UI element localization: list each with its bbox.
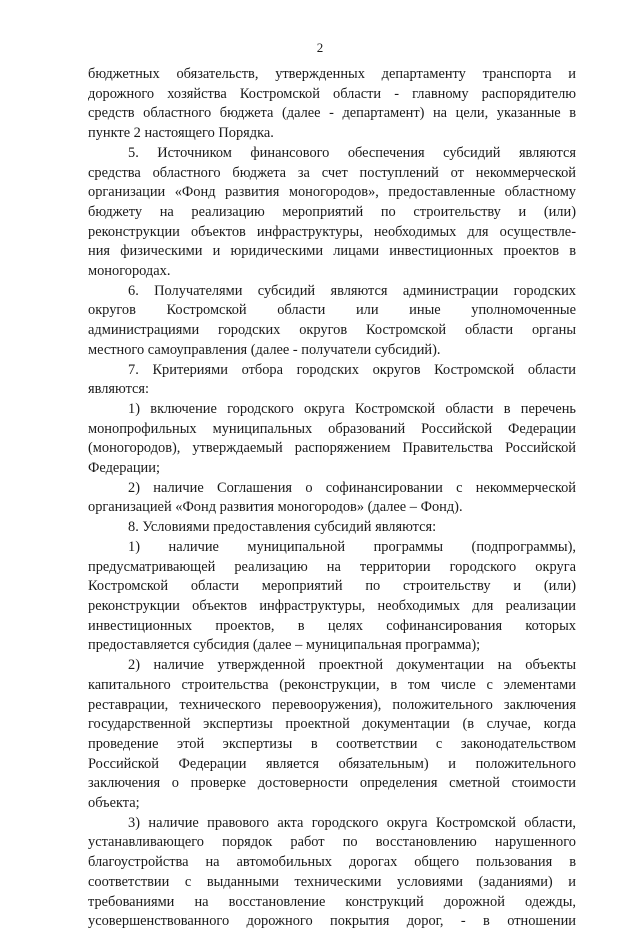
- text-line: 6. Получателями субсидий являются администрации городских: [128, 282, 576, 299]
- text-line: моногородах.: [88, 263, 171, 280]
- text-line: Российской Федерации является обязательным) и положительного: [88, 755, 576, 772]
- text-line: администрациями городских округов Костромской области органы: [88, 322, 576, 339]
- text-line: заключения о проверке достоверности определения сметной стоимости: [88, 775, 576, 792]
- text-line: (моногородов), утверждаемый распоряжением Правительства Российской: [88, 440, 576, 457]
- text-line: округов Костромской области или иные уполномоченные: [88, 302, 576, 319]
- document-body: [88, 65, 576, 932]
- text-line: инвестиционных проектов, в целях софинансирования которых: [88, 617, 576, 634]
- text-line: реконструкции объектов инфраструктуры, необходимых для реализации: [88, 597, 576, 614]
- text-line: 2) наличие Соглашения о софинансировании с некоммерческой: [128, 479, 576, 496]
- text-line: Костромской области мероприятий по строительству и (или): [88, 578, 576, 595]
- text-line: пункте 2 настоящего Порядка.: [88, 125, 274, 142]
- text-line: бюджетных обязательств, утвержденных департаменту транспорта и: [88, 66, 576, 82]
- text-line: организацией «Фонд развития моногородов» (далее – Фонд).: [88, 499, 463, 516]
- text-line: реставрации, технического перевооружения), положительного заключения: [88, 696, 576, 713]
- text-line: 1) наличие муниципальной программы (подпрограммы),: [128, 538, 576, 555]
- text-line: предусматривающей реализацию на территории городского округа: [88, 558, 576, 575]
- text-line: благоустройства на автомобильных дорогах общего пользования в: [88, 854, 576, 871]
- text-line: капитального строительства (реконструкции, в том числе с элементами: [88, 676, 576, 693]
- text-line: реконструкции объектов инфраструктуры, необходимых для осуществле-: [88, 223, 576, 240]
- page-number: 2: [316, 40, 324, 55]
- text-line: средств областного бюджета (далее - департамент) на цели, указанные в: [88, 105, 576, 122]
- text-line: монопрофильных муниципальных образований Российской Федерации: [88, 420, 576, 437]
- text-line: соответствии с выданными техническими условиями (заданиями) и: [88, 873, 576, 890]
- text-line: организации «Фонд развития моногородов», предоставленные областному: [88, 184, 576, 201]
- text-line: усовершенствованного дорожного покрытия дорог, - в отношении: [88, 913, 576, 930]
- text-line: 2) наличие утвержденной проектной документации на объекты: [128, 657, 576, 674]
- text-line: ния физическими и юридическими лицами инвестиционных проектов в: [88, 243, 576, 260]
- text-line: объекта;: [88, 795, 140, 812]
- text-line: 7. Критериями отбора городских округов Костромской области: [128, 361, 576, 378]
- text-line: предоставляется субсидия (далее – муниципальная программа);: [88, 637, 481, 654]
- text-line: Федерации;: [88, 460, 160, 477]
- text-line: проведение этой экспертизы в соответствии с законодательством: [88, 735, 576, 752]
- text-line: 3) наличие правового акта городского округа Костромской области,: [128, 814, 576, 831]
- text-line: 1) включение городского округа Костромской области в перечень: [128, 400, 576, 417]
- text-line: являются:: [88, 381, 150, 398]
- text-line: 8. Условиями предоставления субсидий являются:: [128, 519, 437, 536]
- text-line: 5. Источником финансового обеспечения субсидий являются: [128, 144, 576, 161]
- text-line: местного самоуправления (далее - получатели субсидий).: [88, 341, 441, 358]
- text-line: средства областного бюджета за счет поступлений от некоммерческой: [88, 164, 576, 181]
- text-line: устанавливающего порядок работ по восстановлению нарушенного: [88, 834, 576, 851]
- text-line: бюджету на реализацию мероприятий по строительству и (или): [88, 203, 576, 220]
- text-line: дорожного хозяйства Костромской области - главному распорядителю: [88, 85, 576, 102]
- text-line: государственной экспертизы проектной документации (в случае, когда: [88, 716, 576, 733]
- text-line: требованиями на восстановление конструкций дорожной одежды,: [88, 893, 576, 910]
